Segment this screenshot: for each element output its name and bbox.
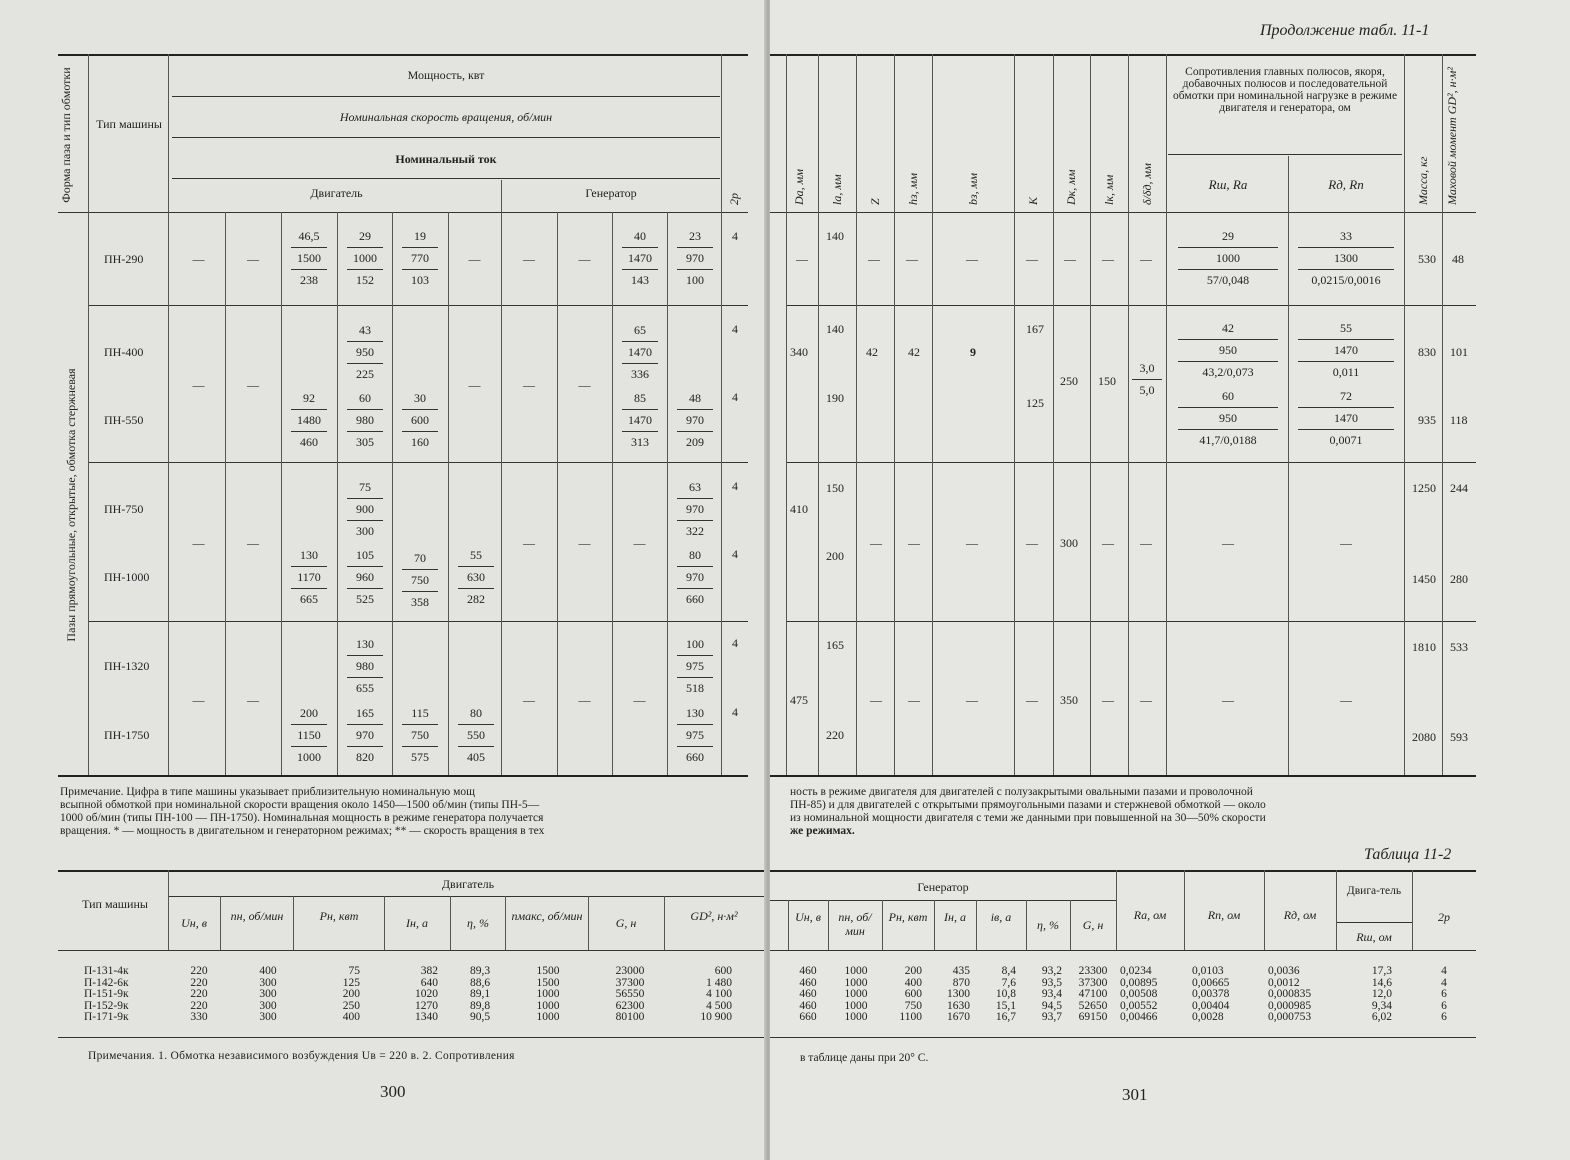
power-header: Мощность, квт: [407, 68, 485, 82]
data-column: 23000 37300 56550 62300 80100: [615, 965, 645, 1023]
dash: —: [192, 252, 205, 266]
data-column: 435 870 1300 1630 1670: [947, 965, 970, 1023]
col-header: Масса, кг: [1416, 156, 1430, 205]
dash: —: [1026, 693, 1038, 707]
dash: —: [796, 252, 808, 266]
data-column: 8,4 7,6 10,8 15,1 16,7: [995, 965, 1016, 1023]
rule: [58, 870, 766, 872]
poles-value: 4: [732, 322, 738, 336]
gd-value: 101: [1450, 345, 1468, 359]
dash: —: [966, 693, 978, 707]
page-number-left: 300: [380, 1082, 406, 1101]
gd-value: 48: [1452, 252, 1464, 266]
dash: —: [906, 252, 918, 266]
table-2-title: Таблица 11-2: [1364, 846, 1452, 863]
dash: —: [1140, 252, 1152, 266]
col-header: bз, мм: [966, 173, 980, 205]
dash: —: [1102, 252, 1114, 266]
right-page: [770, 0, 1570, 1160]
cell: 140: [826, 322, 844, 336]
rule: [1168, 154, 1402, 155]
left-page: [0, 0, 766, 1160]
col-header: Uн, в: [181, 916, 207, 930]
value-fraction: 46,5 1500 238: [287, 226, 331, 291]
dash: —: [192, 378, 205, 392]
generator-header: Генератор: [585, 186, 637, 200]
rule: [612, 212, 613, 775]
col-header: δ/δд, мм: [1140, 163, 1154, 205]
value-fraction: 30 600 160: [398, 388, 442, 453]
gd-value: 244: [1450, 481, 1468, 495]
dash: —: [1222, 536, 1234, 550]
value-fraction: 33 1300 0,0215/0,0016: [1290, 226, 1402, 291]
gd-value: 280: [1450, 572, 1468, 586]
poles-value: 4: [732, 229, 738, 243]
rule: [934, 900, 935, 950]
rule: [932, 54, 933, 775]
rule: [557, 212, 558, 775]
gd-value: 118: [1450, 413, 1468, 427]
data-column: 1500 1500 1000 1000 1000: [536, 965, 560, 1023]
dash: —: [523, 693, 535, 707]
dash: —: [578, 536, 591, 550]
value-fraction: 48 970 209: [673, 388, 717, 453]
rule: [1070, 900, 1071, 950]
rule: [168, 54, 169, 775]
value-fraction: 60 950 41,7/0,0188: [1170, 386, 1286, 451]
cell: 140: [826, 229, 844, 243]
data-column: 0,0234 0,00895 0,00508 0,00552 0,00466: [1120, 965, 1158, 1023]
cell: 150: [1098, 374, 1116, 388]
value-fraction: 80 970 660: [673, 545, 717, 610]
data-column: 1000 1000 1000 1000 1000: [844, 965, 868, 1023]
row-name: ПН-1000: [104, 570, 150, 584]
row-name: ПН-290: [104, 252, 144, 266]
speed-header: Номинальная скорость вращения, об/мин: [339, 110, 553, 124]
col-header: G, н: [615, 916, 637, 930]
dash: —: [966, 252, 978, 266]
rule: [667, 212, 668, 775]
col-header: Ra, ом: [1133, 908, 1167, 922]
cell: 350: [1060, 693, 1078, 707]
cell: 200: [826, 549, 844, 563]
data-column: 220 220 220 220 330: [190, 965, 208, 1023]
rule: [337, 212, 338, 775]
rule: [786, 54, 787, 775]
value-fraction: 115 750 575: [398, 703, 442, 768]
rule: [58, 54, 748, 56]
col-header: Z: [868, 198, 882, 205]
value-fraction: 80 550 405: [454, 703, 498, 768]
page-number-right: 301: [1122, 1085, 1148, 1104]
cell: 42: [908, 345, 920, 359]
dash: —: [247, 536, 259, 550]
col-header: G, н: [1082, 918, 1104, 932]
col-header: nмакс, об/мин: [511, 909, 583, 923]
row-name: ПН-1320: [104, 659, 150, 673]
cell: 220: [826, 728, 844, 742]
col-header: Iн, а: [944, 910, 966, 924]
dash: —: [1064, 252, 1076, 266]
rule: [1128, 54, 1129, 775]
mass-value: 1810: [1412, 640, 1436, 654]
data-column: 4 4 6 6 6: [1441, 965, 1447, 1023]
dash: —: [633, 693, 646, 707]
rule: [172, 178, 720, 179]
dash: —: [1026, 252, 1038, 266]
value-fraction: 130 980 655: [343, 634, 387, 699]
cell: 125: [1026, 396, 1044, 410]
rule: [1288, 156, 1289, 775]
rule: [225, 212, 226, 775]
mass-value: 530: [1418, 252, 1436, 266]
data-column: 0,0103 0,00665 0,00378 0,00404 0,0028: [1192, 965, 1230, 1023]
col-header: hз, мм: [906, 173, 920, 205]
motor-header-2: Двигатель: [441, 877, 495, 891]
rule: [786, 462, 1476, 463]
col-header: nн, об/мин: [230, 909, 284, 923]
rule: [88, 621, 748, 622]
rule: [894, 54, 895, 775]
data-column: 200 400 600 750 1100: [899, 965, 922, 1023]
value-fraction: 85 1470 313: [618, 388, 662, 453]
rule: [770, 870, 1476, 872]
dash: —: [578, 252, 591, 266]
dash: —: [192, 536, 205, 550]
rule: [588, 896, 589, 950]
rule: [88, 54, 89, 775]
rule: [786, 621, 1476, 622]
rule: [770, 950, 1476, 951]
rule: [220, 896, 221, 950]
rule: [770, 900, 1116, 901]
value-fraction: 92 1480 460: [287, 388, 331, 453]
value-fraction: 63 970 322: [673, 477, 717, 542]
col-header: Pн, квт: [319, 909, 359, 923]
motor-header: Двигатель: [310, 186, 363, 200]
col-header: lк, мм: [1102, 174, 1116, 205]
col-header: la, мм: [830, 174, 844, 205]
value-fraction: 23 970 100: [673, 226, 717, 291]
poles-value: 4: [732, 479, 738, 493]
rule: [721, 54, 722, 775]
cell: 190: [826, 391, 844, 405]
value-fraction: 100 975 518: [673, 634, 717, 699]
gd-value: 533: [1450, 640, 1468, 654]
col-header: Маховой момент GD², н·м²: [1445, 67, 1459, 205]
row-name: ПН-550: [104, 413, 144, 427]
rule: [88, 305, 748, 306]
note-line: всыпной обмоткой при номинальной скорости вращения около 1450—1500 об/мин (типы ПН-5—: [60, 799, 540, 811]
poles-value: 4: [732, 390, 738, 404]
col-header: η, %: [1037, 918, 1059, 932]
data-column: 382 640 1020 1270 1340: [415, 965, 438, 1023]
rule: [818, 54, 819, 775]
mass-value: 1250: [1412, 481, 1436, 495]
data-column: 460 460 460 460 660: [799, 965, 817, 1023]
dash: —: [523, 252, 535, 266]
note-line: 1000 об/мин (типы ПН-100 — ПН-1750). Номинальная мощность в режиме генератора получается: [60, 812, 544, 824]
cell: 9: [970, 345, 976, 359]
rule: [976, 900, 977, 950]
dash: —: [523, 536, 535, 550]
col-header: Dк, мм: [1064, 169, 1078, 205]
col-header: Iн, а: [406, 916, 428, 930]
dash: —: [578, 693, 591, 707]
note-1-left: [60, 786, 750, 838]
rule: [1412, 870, 1413, 950]
rule: [172, 137, 720, 138]
value-fraction: 130 975 660: [673, 703, 717, 768]
col-header: GD², н·м²: [690, 909, 738, 923]
rule: [1014, 54, 1015, 775]
group-header: Форма паза и тип обмотки: [59, 67, 73, 203]
rule: [450, 896, 451, 950]
value-fraction: 72 1470 0,0071: [1290, 386, 1402, 451]
dash: —: [908, 693, 920, 707]
rule: [58, 212, 748, 213]
rule: [786, 305, 1476, 306]
cell: 340: [790, 345, 808, 359]
dash: —: [1340, 693, 1352, 707]
rule: [88, 462, 748, 463]
continuation-title: Продолжение табл. 11-1: [1260, 22, 1430, 39]
note-line: Примечание. Цифра в типе машины указывает приблизительную номинальную мощ: [60, 786, 476, 798]
cell: 410: [790, 502, 808, 516]
col-header: nн, об/мин: [838, 910, 872, 938]
value-fraction: 70 750 358: [398, 548, 442, 613]
rule: [501, 212, 502, 775]
dash: —: [633, 536, 646, 550]
type-header: Тип машины: [96, 117, 162, 131]
dash: —: [247, 693, 259, 707]
dash: —: [1102, 536, 1114, 550]
rule: [664, 896, 665, 950]
data-column: 600 1 480 4 100 4 500 10 900: [700, 965, 732, 1023]
data-column: 400 300 300 300 300: [259, 965, 277, 1023]
value-fraction: 105 960 525: [343, 545, 387, 610]
dash: —: [468, 252, 481, 266]
dash: —: [1140, 693, 1152, 707]
cell: 475: [790, 693, 808, 707]
row-name: ПН-1750: [104, 728, 150, 742]
value-fraction: 165 970 820: [343, 703, 387, 768]
note-2-left: Примечания. 1. Обмотка независимого возбуждения Uв = 220 в. 2. Сопротивления: [88, 1050, 515, 1062]
rule: [392, 212, 393, 775]
cell: 150: [826, 481, 844, 495]
col-header: Da, мм: [792, 169, 806, 205]
rule: [1026, 900, 1027, 950]
type-column: П-131-4к П-142-6к П-151-9к П-152-9к П-171-9к: [84, 965, 129, 1023]
rule: [1053, 54, 1054, 775]
note-line: ность в режиме двигателя для двигателей с полузакрытыми овальными пазами и проволочной: [790, 786, 1253, 798]
col-header: iв, а: [990, 910, 1012, 924]
rule: [770, 775, 1476, 777]
data-column: 93,2 93,5 93,4 94,5 93,7: [1041, 965, 1062, 1023]
value-fraction: 40 1470 143: [618, 226, 662, 291]
value-fraction: 55 630 282: [454, 545, 498, 610]
current-header: Номинальный ток: [395, 152, 497, 166]
cell: 250: [1060, 374, 1078, 388]
rule: [770, 212, 1476, 213]
value-fraction: 19 770 103: [398, 226, 442, 291]
dash: —: [523, 378, 535, 392]
cell: 300: [1060, 536, 1078, 550]
note-line: вращения. * — мощность в двигательном и генераторном режимах; ** — скорость вращения в тех: [60, 825, 545, 837]
rule: [172, 96, 720, 97]
rule: [281, 212, 282, 775]
rule: [1184, 870, 1185, 950]
data-column: 17,3 14,6 12,0 9,34 6,02: [1371, 965, 1392, 1023]
rule: [882, 900, 883, 950]
data-column: 75 125 200 250 400: [342, 965, 360, 1023]
motor-header-3: Двига-тель: [1346, 885, 1402, 897]
col-header: 2p: [1438, 910, 1450, 924]
value-fraction: 65 1470 336: [618, 320, 662, 385]
value-fraction: 60 980 305: [343, 388, 387, 453]
mass-value: 935: [1418, 413, 1436, 427]
poles-value: 4: [732, 636, 738, 650]
mass-value: 2080: [1412, 730, 1436, 744]
note-1-right: [790, 786, 1480, 838]
dash: —: [908, 536, 920, 550]
rule: [1336, 870, 1337, 950]
data-column: 0,0036 0,0012 0,000835 0,000985 0,000753: [1268, 965, 1312, 1023]
poles-value: 4: [732, 547, 738, 561]
poles-header: 2p: [727, 193, 741, 205]
rule: [770, 1037, 1476, 1038]
rule: [828, 900, 829, 950]
col-header: Rш, ом: [1356, 930, 1392, 944]
cell: 42: [866, 345, 878, 359]
rule: [1264, 870, 1265, 950]
gd-value: 593: [1450, 730, 1468, 744]
rule: [505, 896, 506, 950]
col-header: Pн, квт: [888, 910, 928, 924]
rule: [58, 950, 766, 951]
col-header: Rд, Rп: [1328, 177, 1364, 192]
rule: [1404, 54, 1405, 775]
rule: [856, 54, 857, 775]
note-2-right: в таблице даны при 20° С.: [800, 1052, 929, 1064]
rule: [1166, 54, 1167, 775]
rule: [448, 212, 449, 775]
type-header-2: Тип машины: [82, 897, 148, 911]
rule: [1090, 54, 1091, 775]
rule: [58, 1037, 766, 1038]
generator-header-2: Генератор: [917, 880, 969, 894]
dash: —: [1222, 693, 1234, 707]
col-header: η, %: [467, 916, 489, 930]
dash: —: [192, 693, 205, 707]
resistance-header: Сопротивления главных полюсов, якоря, добавочных полюсов и последовательной обмотки при номинальной нагрузке в режиме двигателя и генератора, ом: [1172, 66, 1398, 114]
value-fraction: 43 950 225: [343, 320, 387, 385]
dash: —: [868, 252, 880, 266]
col-header: Rш, Ra: [1208, 177, 1248, 192]
data-column: 89,3 88,6 89,1 89,8 90,5: [469, 965, 491, 1023]
rule: [168, 896, 766, 897]
group-label: Пазы прямоугольные, открытые, обмотка стержневая: [64, 368, 78, 642]
row-name: ПН-400: [104, 345, 144, 359]
col-header: Rп, ом: [1207, 908, 1241, 922]
dash: —: [247, 252, 259, 266]
col-header: K: [1026, 196, 1040, 205]
value-fraction: 55 1470 0,011: [1290, 318, 1402, 383]
value-fraction: 29 1000 57/0,048: [1170, 226, 1286, 291]
value-fraction: 3,0 5,0: [1130, 358, 1164, 401]
value-fraction: 42 950 43,2/0,073: [1170, 318, 1286, 383]
rule: [58, 775, 748, 777]
rule: [293, 896, 294, 950]
dash: —: [1102, 693, 1114, 707]
value-fraction: 200 1150 1000: [287, 703, 331, 768]
value-fraction: 130 1170 665: [287, 545, 331, 610]
rule: [788, 900, 789, 950]
rule: [1116, 870, 1117, 950]
rule: [384, 896, 385, 950]
dash: —: [966, 536, 978, 550]
col-header: Rд, ом: [1283, 908, 1317, 922]
note-line: ПН-85) и для двигателей с открытыми прямоугольными пазами и стержневой обмоткой — около: [790, 799, 1266, 811]
value-fraction: 29 1000 152: [343, 226, 387, 291]
cell: 165: [826, 638, 844, 652]
rule: [1336, 922, 1412, 923]
dash: —: [468, 378, 481, 392]
note-line: из номинальной мощности двигателя с теми же данными при повышенной на 30—50% скорости: [790, 812, 1266, 824]
dash: —: [1026, 536, 1038, 550]
dash: —: [870, 693, 882, 707]
note-line: же режимах.: [790, 825, 855, 837]
data-column: 23300 37300 47100 52650 69150: [1078, 965, 1108, 1023]
mass-value: 830: [1418, 345, 1436, 359]
rule: [1442, 54, 1443, 775]
mass-value: 1450: [1412, 572, 1436, 586]
dash: —: [1140, 536, 1152, 550]
col-header: Uн, в: [795, 910, 821, 924]
dash: —: [247, 378, 259, 392]
dash: —: [870, 536, 882, 550]
value-fraction: 75 900 300: [343, 477, 387, 542]
dash: —: [578, 378, 591, 392]
dash: —: [1340, 536, 1352, 550]
cell: 167: [1026, 322, 1044, 336]
row-name: ПН-750: [104, 502, 144, 516]
poles-value: 4: [732, 705, 738, 719]
